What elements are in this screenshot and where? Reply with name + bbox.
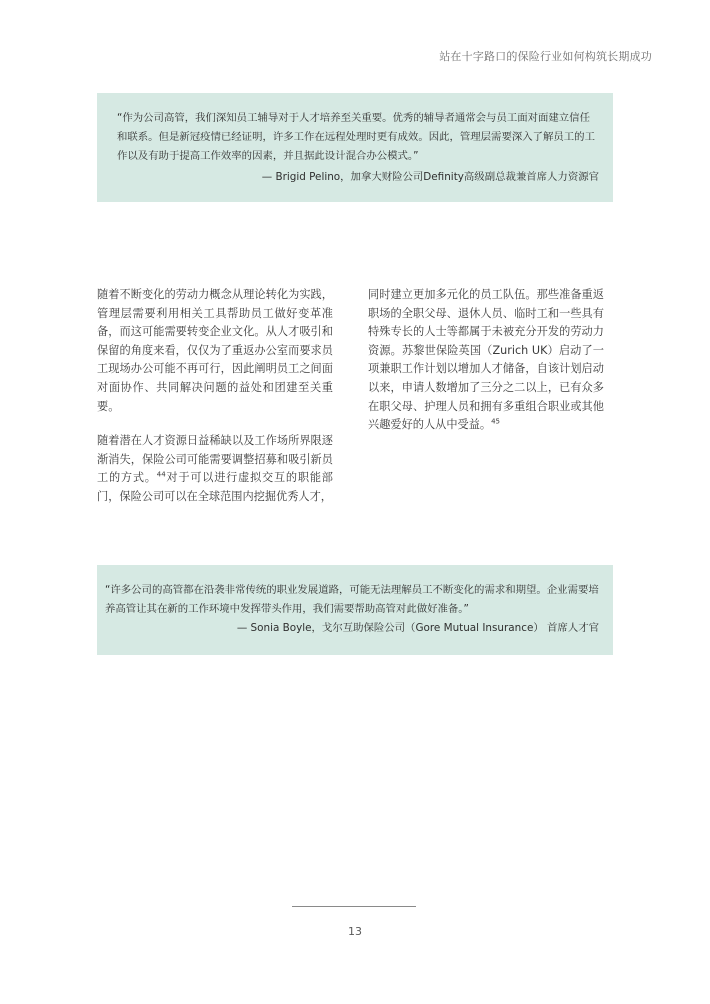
running-header: 站在十字路口的保险行业如何构筑长期成功 [439, 50, 652, 63]
body-text: 同时建立更加多元化的员工队伍。那些准备重返职场的全职父母、退休人员、临时工和一些具有特殊专长的人士等都属于未被充分开发的劳动力资源。苏黎世保险英国（Zurich UK）启动了一项兼职工作计划以增加人才储备，自该计划启动以来，申请人数增加了三分之二以上，已有众多在职父母、护理人员和拥有多重组合职业或其他兴趣爱好的人从中受益。 [368, 288, 604, 432]
footnote-ref: 45 [491, 417, 500, 426]
body-paragraph: 随着不断变化的劳动力概念从理论转化为实践，管理层需要利用相关工具帮助员工做好变革准备，而这可能需要转变企业文化。从人才吸引和保留的角度来看，仅仅为了重返办公室而要求员工现场办公可能不再可行，因此阐明员工之间面对面协作、共同解决问题的益处和团建至关重要。 [97, 288, 333, 413]
body-paragraph [97, 432, 333, 506]
body-column-left [97, 286, 333, 507]
page-number: 13 [348, 925, 362, 938]
quote-box-talent [97, 565, 613, 655]
quote-text: “作为公司高管，我们深知员工辅导对于人才培养至关重要。优秀的辅导者通常会与员工面对面建立信任和联系。但是新冠疫情已经证明，许多工作在远程处理时更有成效。因此，管理层需要深入了解员工的工作以及有助于提高工作效率的因素，并且据此设计混合办公模式。” [117, 112, 595, 162]
footnote-ref: 44 [156, 470, 166, 479]
quote-box-executive [97, 93, 613, 202]
quote-attribution: — Sonia Boyle，戈尔互助保险公司（Gore Mutual Insurance） 首席人才官 [236, 622, 599, 634]
body-text: 随着潜在人才资源日益稀缺以及工作场所界限逐渐消失，保险公司可能需要调整招募和吸引新员工的方式。 [97, 434, 333, 485]
body-text: 对于可以进行虚拟交互的职能部门，保险公司可以在全球范围内挖掘优秀人才， [97, 471, 333, 503]
quote-attribution: — Brigid Pelino，加拿大财险公司Definity高级副总裁兼首席人力资源官 [261, 171, 599, 183]
footer-divider [292, 906, 416, 907]
body-column-right [368, 286, 604, 435]
body-paragraph [368, 286, 604, 435]
quote-text: “许多公司的高管都在沿袭非常传统的职业发展道路，可能无法理解员工不断变化的需求和期望。企业需要培养高管让其在新的工作环境中发挥带头作用，我们需要帮助高管对此做好准备。” [105, 584, 599, 615]
